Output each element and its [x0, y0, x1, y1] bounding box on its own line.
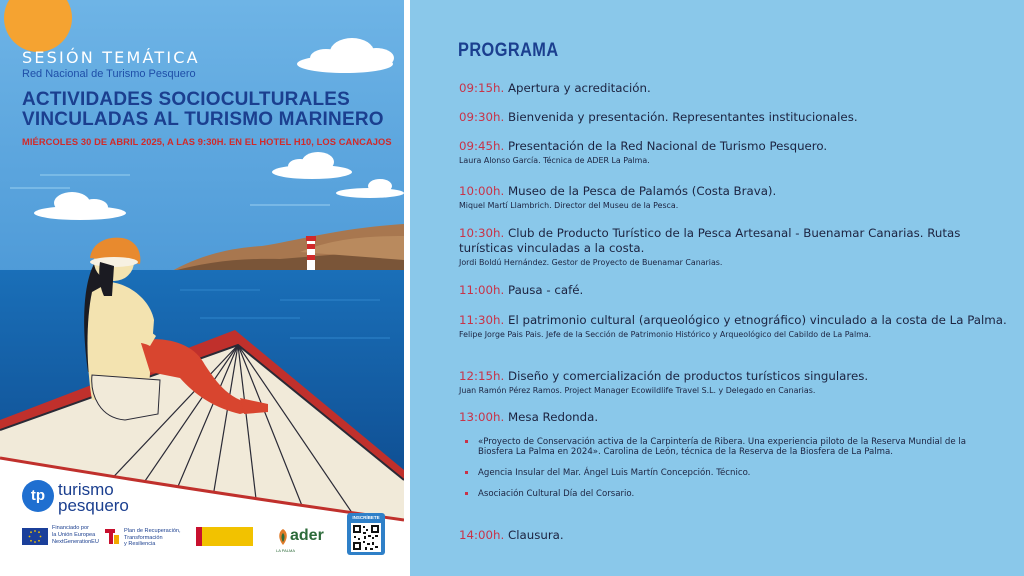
ader-logo-subtext: LA PALMA — [276, 548, 296, 553]
lighthouse — [306, 236, 316, 270]
eu-flag-icon — [22, 528, 48, 545]
eu-text-line-1: Financiado por — [52, 525, 90, 531]
program-item — [459, 110, 1009, 125]
program-item — [459, 81, 1009, 96]
ader-leaf-icon — [276, 527, 290, 547]
turismo-pesquero-logo-icon: tp — [22, 480, 54, 512]
item-title: Clausura. — [507, 528, 564, 542]
network-label: Red Nacional de Turismo Pesquero — [22, 68, 196, 80]
item-time: 12:15h. — [459, 369, 505, 383]
item-title: Diseño y comercialización de productos turísticos singulares. — [507, 369, 869, 383]
program-item — [459, 184, 1009, 211]
session-label: SESIÓN TEMÁTICA — [22, 48, 200, 67]
item-title: Bienvenida y presentación. Representantes institucionales. — [507, 110, 858, 124]
ader-logo-text: ader — [290, 527, 324, 544]
item-speaker: Laura Alonso García. Técnica de ADER La Palma. — [459, 156, 650, 165]
program-panel — [410, 0, 1024, 576]
prtr-logo-icon — [103, 527, 121, 545]
item-time: 14:00h. — [459, 528, 505, 542]
brand-name-line-2: pesquero — [58, 496, 129, 515]
item-title: Club de Producto Turístico de la Pesca Artesanal - Buenamar Canarias. Rutas turísticas vinculadas a la costa. — [459, 226, 961, 255]
item-title: El patrimonio cultural (arqueológico y etnográfico) vinculado a la costa de La Palma. — [507, 313, 1007, 327]
item-time: 09:15h. — [459, 81, 505, 95]
item-speaker: Juan Ramón Pérez Ramos. Project Manager Ecowildlife Travel S.L. y Delegado en Canarias. — [459, 386, 816, 395]
program-item — [459, 139, 1009, 166]
program-item — [459, 283, 1009, 298]
list-item: Agencia Insular del Mar. Ángel Luis Martín Concepción. Técnico. — [464, 468, 976, 478]
prtr-text-line-1: Plan de Recuperación, — [124, 528, 181, 534]
item-title: Presentación de la Red Nacional de Turismo Pesquero. — [507, 139, 828, 153]
event-date-location: MIÉRCOLES 30 DE ABRIL 2025, A LAS 9:30H. EN EL HOTEL H10, LOS CANCAJOS — [22, 137, 392, 147]
item-title: Museo de la Pesca de Palamós (Costa Brava). — [507, 184, 777, 198]
prtr-text-line-3: y Resiliencia — [124, 541, 156, 547]
qr-label: INSCRÍBETE — [352, 515, 380, 520]
list-item: Asociación Cultural Día del Corsario. — [464, 489, 976, 499]
program-item — [459, 410, 1009, 425]
item-speaker: Miquel Martí Llambrich. Director del Museu de la Pesca. — [459, 201, 679, 210]
program-item — [459, 528, 1009, 543]
poster-title-line-1: ACTIVIDADES SOCIOCULTURALES — [22, 89, 351, 110]
item-speaker: Felipe Jorge Pais Pais. Jefe de la Sección de Patrimonio Histórico y Arqueológico del Cabildo de La Palma. — [459, 330, 872, 339]
qr-code-icon[interactable] — [351, 523, 381, 552]
item-time: 10:30h. — [459, 226, 505, 240]
item-time: 09:30h. — [459, 110, 505, 124]
poster-title-line-2: VINCULADAS AL TURISMO MARINERO — [22, 109, 384, 130]
item-time: 10:00h. — [459, 184, 505, 198]
item-title: Mesa Redonda. — [507, 410, 599, 424]
program-item — [459, 313, 1009, 340]
eu-text-line-2: la Unión Europea — [52, 532, 96, 538]
item-time: 13:00h. — [459, 410, 505, 424]
brand-name-line-1: turismo — [58, 480, 114, 499]
item-title: Pausa - café. — [507, 283, 584, 297]
round-table-list — [464, 437, 976, 510]
eu-text-line-3: NextGenerationEU — [52, 539, 99, 545]
item-time: 11:00h. — [459, 283, 505, 297]
prtr-text — [124, 528, 181, 548]
program-item — [459, 369, 1009, 396]
program-title: PROGRAMA — [458, 40, 559, 61]
eu-funding-text — [52, 525, 99, 546]
spanish-government-logo-icon — [196, 527, 253, 546]
list-item: «Proyecto de Conservación activa de la Carpintería de Ribera. Una experiencia piloto de la Reserva Mundial de la Biosfera La Palma en 2024». Carolina de León, técnica de la Reserva de la Biosfera de La Palma. — [464, 437, 976, 457]
item-speaker: Jordi Boldú Hernández. Gestor de Proyecto de Buenamar Canarias. — [459, 258, 723, 267]
item-time: 11:30h. — [459, 313, 505, 327]
item-time: 09:45h. — [459, 139, 505, 153]
item-title: Apertura y acreditación. — [507, 81, 651, 95]
event-poster — [0, 0, 404, 576]
program-item — [459, 226, 1009, 268]
prtr-text-line-2: Transformación — [124, 534, 163, 541]
